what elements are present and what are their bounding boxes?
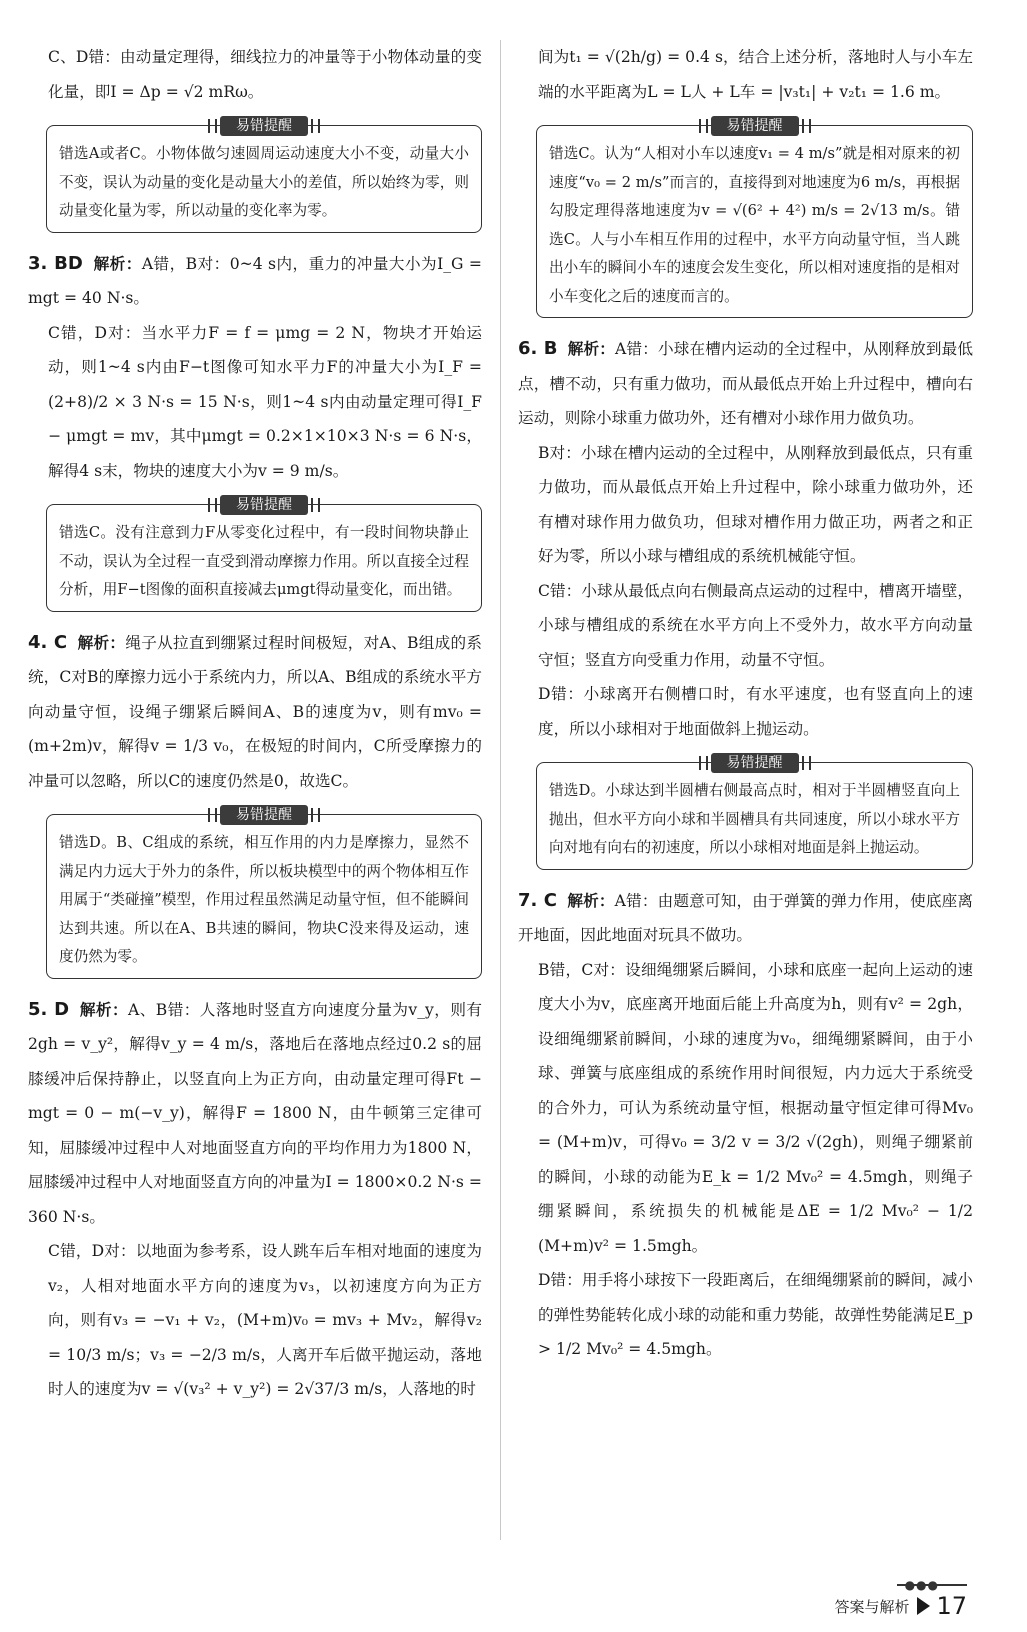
q7-answer: 7. C [518, 889, 558, 911]
tip-label: 易错提醒 [711, 753, 799, 773]
q4-paragraph-1: 绳子从拉直到绷紧过程时间极短，对A、B组成的系统，C对B的摩擦力远小于系统内力，所以A、B组成的系统水平方向动量守恒，设绳子绷紧后瞬间A、B的速度为v，则有mv₀ = (m+2m)v，解得v = 1/3 v₀，在极短的时间内，C所受摩擦力的冲量可以忽略，所以C的速度仍然是0，故选C。 [28, 633, 482, 790]
q6-paragraph-2: B对：小球在槽内运动的全过程中，从刚释放到最低点，只有重力做功，而从最低点开始上升过程中，除小球重力做功外，还有槽对球作用力做负功，但球对槽作用力做正功，两者之和正好为零，所以小球与槽组成的系统机械能守恒。 [538, 443, 973, 565]
tip-label: 易错提醒 [220, 495, 308, 515]
q3-analysis-label: 解析： [93, 254, 142, 273]
q5-analysis-label: 解析： [79, 1000, 129, 1019]
q6-answer-line [518, 332, 973, 436]
q7-paragraph-1: A错：由题意可知，由于弹簧的弹力作用，使底座离开地面，因此地面对玩具不做功。 [518, 891, 973, 944]
q5-answer: 5. D [28, 998, 70, 1020]
tip-text: 错选C。没有注意到力F从零变化过程中，有一段时间物块静止不动，误认为全过程一直受到滑动摩擦力作用。所以直接全过程分析，用F−t图像的面积直接减去μmgt得动量变化，而出错。 [59, 524, 469, 598]
q6-paragraph-1: A错：小球在槽内运动的全过程中，从刚释放到最低点，槽不动，只有重力做功，而从最低点开始上升过程中，槽向右运动，则除小球重力做功外，还有槽对小球作用力做负功。 [518, 340, 973, 427]
q4-answer: 4. C [28, 631, 68, 653]
q5-paragraph-2: C错，D对：以地面为参考系，设人跳车后车相对地面的速度为v₂，人相对地面水平方向的速度为v₃，以初速度方向为正方向，则有v₃ = −v₁ + v₂，(M+m)v₀ = mv₃ + Mv₂，解得v₂ = 10/3 m/s；v₃ = −2/3 m/s，人离开车后做平抛运动，落地时人的速度为v = √(v₃² + v_y²) = 2√37/3 m/s，人落地的时 [48, 1242, 482, 1398]
play-arrow-icon [917, 1597, 930, 1615]
q7-answer-line [518, 884, 973, 953]
q3-paragraph-1: A错，B对：0~4 s内，重力的冲量大小为I_G = mgt = 40 N·s。 [28, 254, 482, 307]
left-column [28, 40, 482, 1407]
tip-text: 错选A或者C。小物体做匀速圆周运动速度大小不变，动量大小不变，误认为动量的变化是动量大小的差值，所以始终为零，则动量变化量为零，所以动量的变化率为零。 [59, 145, 469, 219]
q7-analysis-label: 解析： [567, 891, 615, 910]
tip-text: 错选D。B、C组成的系统，相互作用的内力是摩擦力，显然不满足内力远大于外力的条件，所以板块模型中的两个物体相互作用属于“类碰撞”模型，作用过程虽然满足动量守恒，但不能瞬间达到共速。所以在A、B共速的瞬间，物块C没来得及运动，速度仍然为零。 [59, 834, 469, 965]
q5-answer-line [28, 993, 482, 1235]
tip-box-5 [536, 755, 973, 870]
tip-text: 错选C。认为“人相对小车以速度v₁ = 4 m/s”就是相对原来的初速度“v₀ = 2 m/s”而言的，直接得到对地速度为6 m/s，再根据勾股定理得落地速度为v = √(6² + 4²) m/s = 2√13 m/s。错选C。人与小车相互作用的过程中，水平方向动量守恒，当人跳出小车的瞬间小车的速度会发生变化，所以相对速度指的是相对小车变化之后的速度而言的。 [549, 145, 960, 305]
footer-rule [897, 1584, 967, 1586]
right-column [518, 40, 973, 1367]
q3-answer-line [28, 247, 482, 316]
q5-continued-paragraph: 间为t₁ = √(2h/g) = 0.4 s，结合上述分析，落地时人与小车左端的水平距离为L = L人 + L车 = |v₃t₁| + v₂t₁ = 1.6 m。 [538, 48, 973, 101]
tip-box-3 [46, 807, 482, 979]
q2-cd-paragraph: C、D错：由动量定理得，细线拉力的冲量等于小物体动量的变化量，即I = Δp = √2 mRω。 [48, 48, 482, 101]
q6-paragraph-4: D错：小球离开右侧槽口时，有水平速度，也有竖直向上的速度，所以小球相对于地面做斜上抛运动。 [538, 685, 973, 738]
tip-label: 易错提醒 [711, 116, 799, 136]
tip-box-4 [536, 118, 973, 318]
tip-text: 错选D。小球达到半圆槽右侧最高点时，相对于半圆槽竖直向上抛出，但水平方向小球和半圆槽具有共同速度，所以小球水平方向对地有向右的初速度，所以小球相对地面是斜上抛运动。 [549, 782, 960, 856]
footer-section-title: 答案与解析 [834, 1597, 910, 1616]
q7-paragraph-3: D错：用手将小球按下一段距离后，在细绳绷紧前的瞬间，减小的弹性势能转化成小球的动能和重力势能，故弹性势能满足E_p > 1/2 Mv₀² = 4.5mgh。 [538, 1271, 973, 1358]
q6-paragraph-3: C错：小球从最低点向右侧最高点运动的过程中，槽离开墙壁，小球与槽组成的系统在水平方向上不受外力，故水平方向动量守恒；竖直方向受重力作用，动量不守恒。 [538, 581, 973, 669]
q6-analysis-label: 解析： [567, 340, 616, 358]
tip-box-2 [46, 497, 482, 612]
tip-box-1 [46, 118, 482, 233]
page-number: 17 [936, 1592, 967, 1620]
q3-paragraph-2: C错，D对：当水平力F = f = μmg = 2 N，物块才开始运动，则1~4 s内由F−t图像可知水平力F的冲量大小为I_F = (2+8)/2 × 3 N·s = 15 N·s，则1~4 s内由动量定理可得I_F − μmgt = mv，其中μmgt = 0.2×1×10×3 N·s = 6 N·s，解得4 s末，物块的速度大小为v = 9 m/s。 [48, 323, 482, 480]
column-divider [500, 40, 501, 1540]
page-footer [834, 1592, 967, 1620]
q4-analysis-label: 解析： [77, 633, 126, 652]
tip-label: 易错提醒 [220, 805, 308, 825]
q4-answer-line [28, 626, 482, 799]
q3-answer: 3. BD [28, 252, 83, 274]
q6-answer: 6. B [518, 338, 558, 359]
tip-label: 易错提醒 [220, 116, 308, 136]
q5-paragraph-1: A、B错：人落地时竖直方向速度分量为v_y，则有2gh = v_y²，解得v_y = 4 m/s，落地后在落地点经过0.2 s的屈膝缓冲后保持静止，以竖直向上为正方向，由动量定理可得Ft − mgt = 0 − m(−v_y)，解得F = 1800 N，由牛顿第三定律可知，屈膝缓冲过程中人对地面竖直方向的平均作用力为1800 N，屈膝缓冲过程中人对地面竖直方向的冲量为I = 1800×0.2 N·s = 360 N·s。 [28, 1000, 482, 1226]
q7-paragraph-2: B错，C对：设细绳绷紧后瞬间，小球和底座一起向上运动的速度大小为v，底座离开地面后能上升高度为h，则有v² = 2gh，设细绳绷紧前瞬间，小球的速度为v₀，细绳绷紧瞬间，由于小球、弹簧与底座组成的系统作用时间很短，内力远大于系统受的合外力，可认为系统动量守恒，根据动量守恒定律可得Mv₀ = (M+m)v，可得v₀ = 3/2 v = 3/2 √(2gh)，则绳子绷紧前的瞬间，小球的动能为E_k = 1/2 Mv₀² = 4.5mgh，则绳子绷紧瞬间，系统损失的机械能是ΔE = 1/2 Mv₀² − 1/2 (M+m)v² = 1.5mgh。 [538, 960, 973, 1255]
